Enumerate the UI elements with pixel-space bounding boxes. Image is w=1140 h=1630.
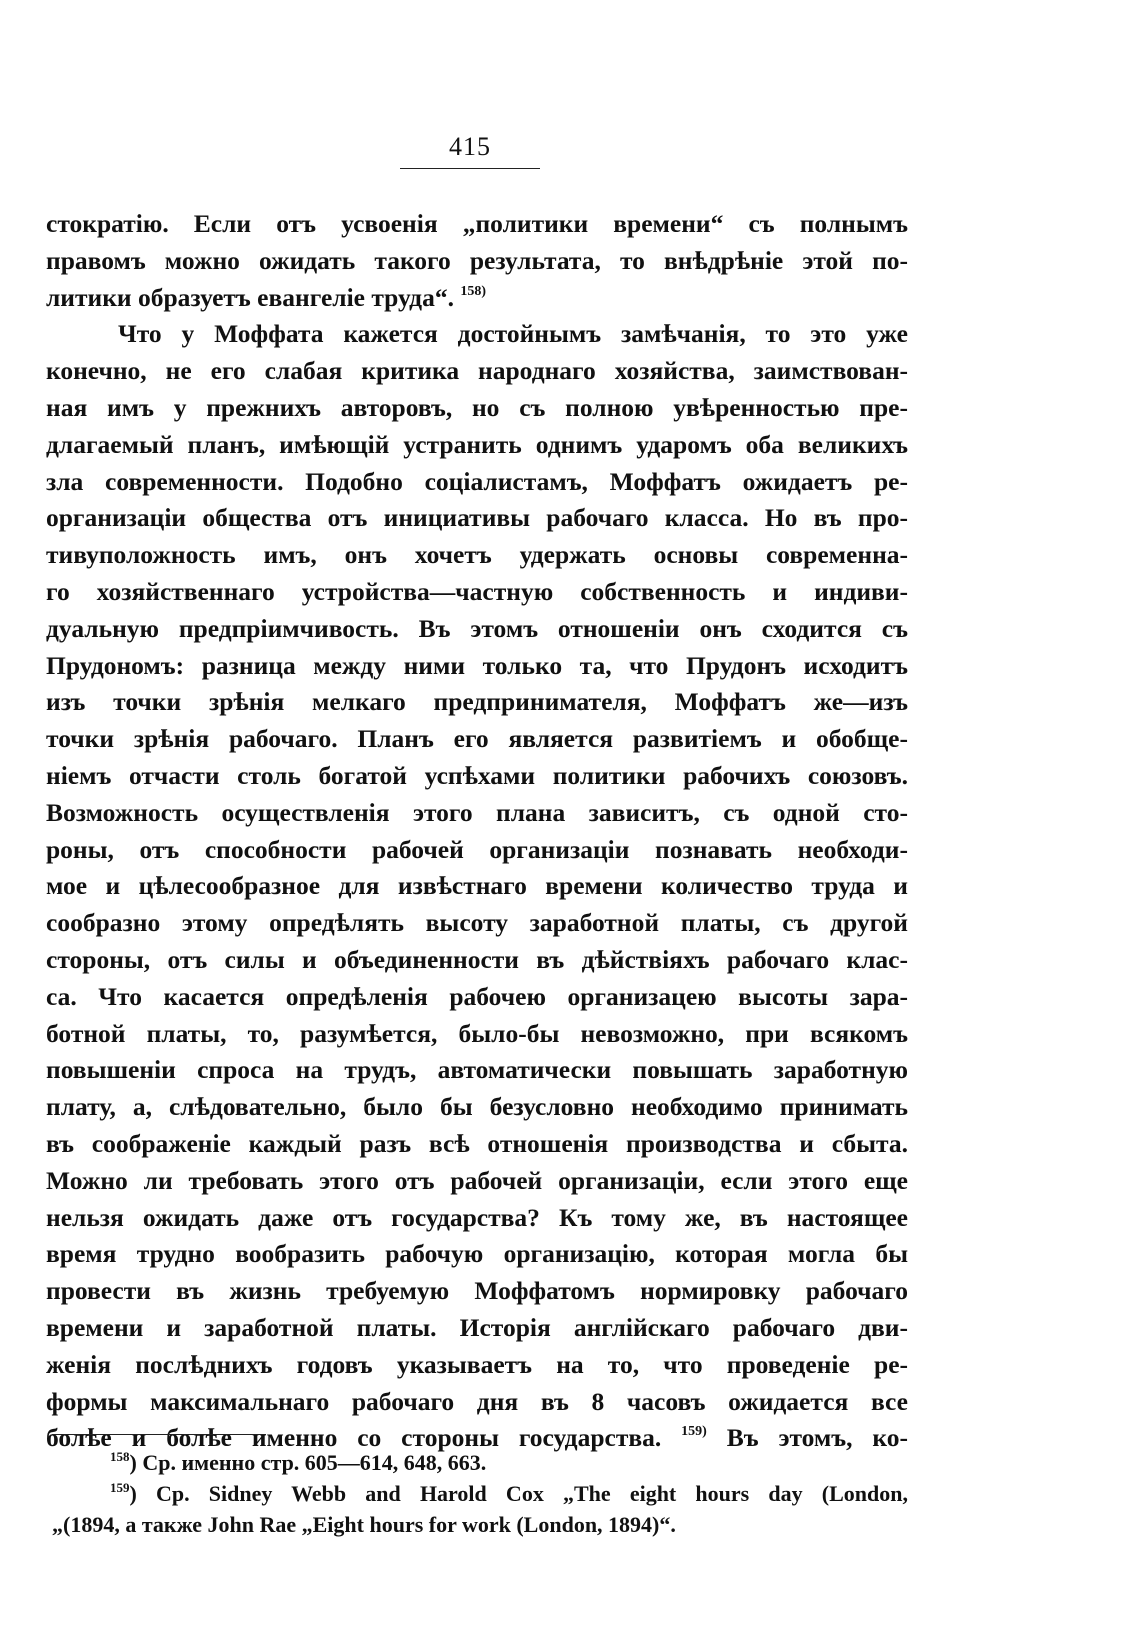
text-line: стократію. Если отъ усвоенія „политики времени“ съ полнымъ: [46, 209, 908, 238]
paragraph-first-line: Что у Моффата кажется достойнымъ замѣчанія, то это уже: [118, 319, 908, 349]
text-line: мое и цѣлесообразное для извѣстнаго времени количество труда и: [46, 871, 908, 901]
text-line: Возможность осуществленія этого плана зависитъ, съ одной сто-: [46, 797, 908, 827]
text-line: зла современности. Подобно соціалистамъ, Моффатъ ожидаетъ ре-: [46, 466, 908, 496]
text-line: ботной платы, то, разумѣется, было-бы невозможно, при всякомъ: [46, 1018, 908, 1048]
text-line: провести въ жизнь требуемую Моффатомъ нормировку рабочаго: [46, 1276, 908, 1306]
footnote-text: ) Ср. Sidney Webb and Harold Cox „The eight hours day (London,: [129, 1481, 908, 1506]
footnote-number: 158: [110, 1449, 130, 1464]
text-line: длагаемый планъ, имѣющій устранить однимъ ударомъ оба великихъ: [46, 429, 908, 459]
text-line-content: болѣе и болѣе именно со стороны государства.: [46, 1423, 662, 1453]
text-line-content: литики образуетъ евангеліе труда“.: [46, 282, 454, 312]
text-line: время трудно вообразить рабочую организацію, которая могла бы: [46, 1239, 908, 1269]
text-line: Можно ли требовать этого отъ рабочей организаціи, если этого еще: [46, 1165, 908, 1195]
text-line: стороны, отъ силы и объединенности въ дѣйствіяхъ рабочаго клас-: [46, 944, 908, 974]
text-line: изъ точки зрѣнія мелкаго предпринимателя, Моффатъ же—изъ: [46, 687, 908, 717]
footnote-text: ) Ср. именно стр. 605—614, 648, 663.: [129, 1450, 487, 1475]
text-line: дуальную предпріимчивость. Въ этомъ отношеніи онъ сходится съ: [46, 613, 908, 643]
body-text: [46, 206, 908, 1457]
text-line: точки зрѣнія рабочаго. Планъ его является развитіемъ и обобще-: [46, 724, 908, 754]
text-line: го хозяйственнаго устройства—частную собственность и индиви-: [46, 576, 908, 606]
footnote-ref-159: 159): [681, 1424, 707, 1440]
text-line: формы максимальнаго рабочаго дня въ 8 часовъ ожидается все: [46, 1386, 908, 1416]
text-line: организаціи общества отъ инициативы рабочаго класса. Но въ про-: [46, 503, 908, 533]
text-line: ная имъ у прежнихъ авторовъ, но съ полною увѣренностью пре-: [46, 392, 908, 422]
text-line: роны, отъ способности рабочей организаціи познавать необходи-: [46, 834, 908, 864]
footnote-159-continuation: „(1894, а также John Rae „Eight hours for work (London, 1894)“.: [52, 1512, 676, 1537]
footnote-rule: [52, 1434, 266, 1435]
text-line: са. Что касается опредѣленія рабочею организацею высоты зара-: [46, 981, 908, 1011]
text-line: времени и заработной платы. Исторія англійскаго рабочаго дви-: [46, 1312, 908, 1342]
text-line: женія послѣднихъ годовъ указываетъ на то, что проведеніе ре-: [46, 1349, 908, 1379]
footnote-159: [52, 1478, 908, 1509]
footnote-158: [52, 1447, 908, 1478]
text-line: ніемъ отчасти столь богатой успѣхами политики рабочихъ союзовъ.: [46, 760, 908, 790]
footnotes: [52, 1447, 908, 1540]
text-line: конечно, не его слабая критика народнаго хозяйства, заимствован-: [46, 356, 908, 386]
text-line-tail: Въ этомъ, ко-: [726, 1423, 909, 1453]
text-line: тивуположность имъ, онъ хочетъ удержать основы современна-: [46, 540, 908, 570]
text-line: правомъ можно ожидать такого результата, то внѣдрѣніе этой по-: [46, 245, 908, 275]
page-number: 415: [449, 132, 491, 161]
footnote-ref-158: 158): [460, 283, 486, 299]
text-line: нельзя ожидать даже отъ государства? Къ тому же, въ настоящее: [46, 1202, 908, 1232]
text-line: въ соображеніе каждый разъ всѣ отношенія производства и сбыта.: [46, 1128, 908, 1158]
text-line: повышеніи спроса на трудъ, автоматически повышать заработную: [46, 1055, 908, 1085]
text-line: плату, а, слѣдовательно, было бы безусловно необходимо принимать: [46, 1092, 908, 1122]
text-line: [46, 280, 908, 317]
footnote-number: 159: [110, 1480, 130, 1495]
text-line: сообразно этому опредѣлять высоту заработной платы, съ другой: [46, 908, 908, 938]
text-line: Прудономъ: разница между ними только та, что Прудонъ исходитъ: [46, 650, 908, 680]
page-number-rule: [400, 168, 540, 169]
